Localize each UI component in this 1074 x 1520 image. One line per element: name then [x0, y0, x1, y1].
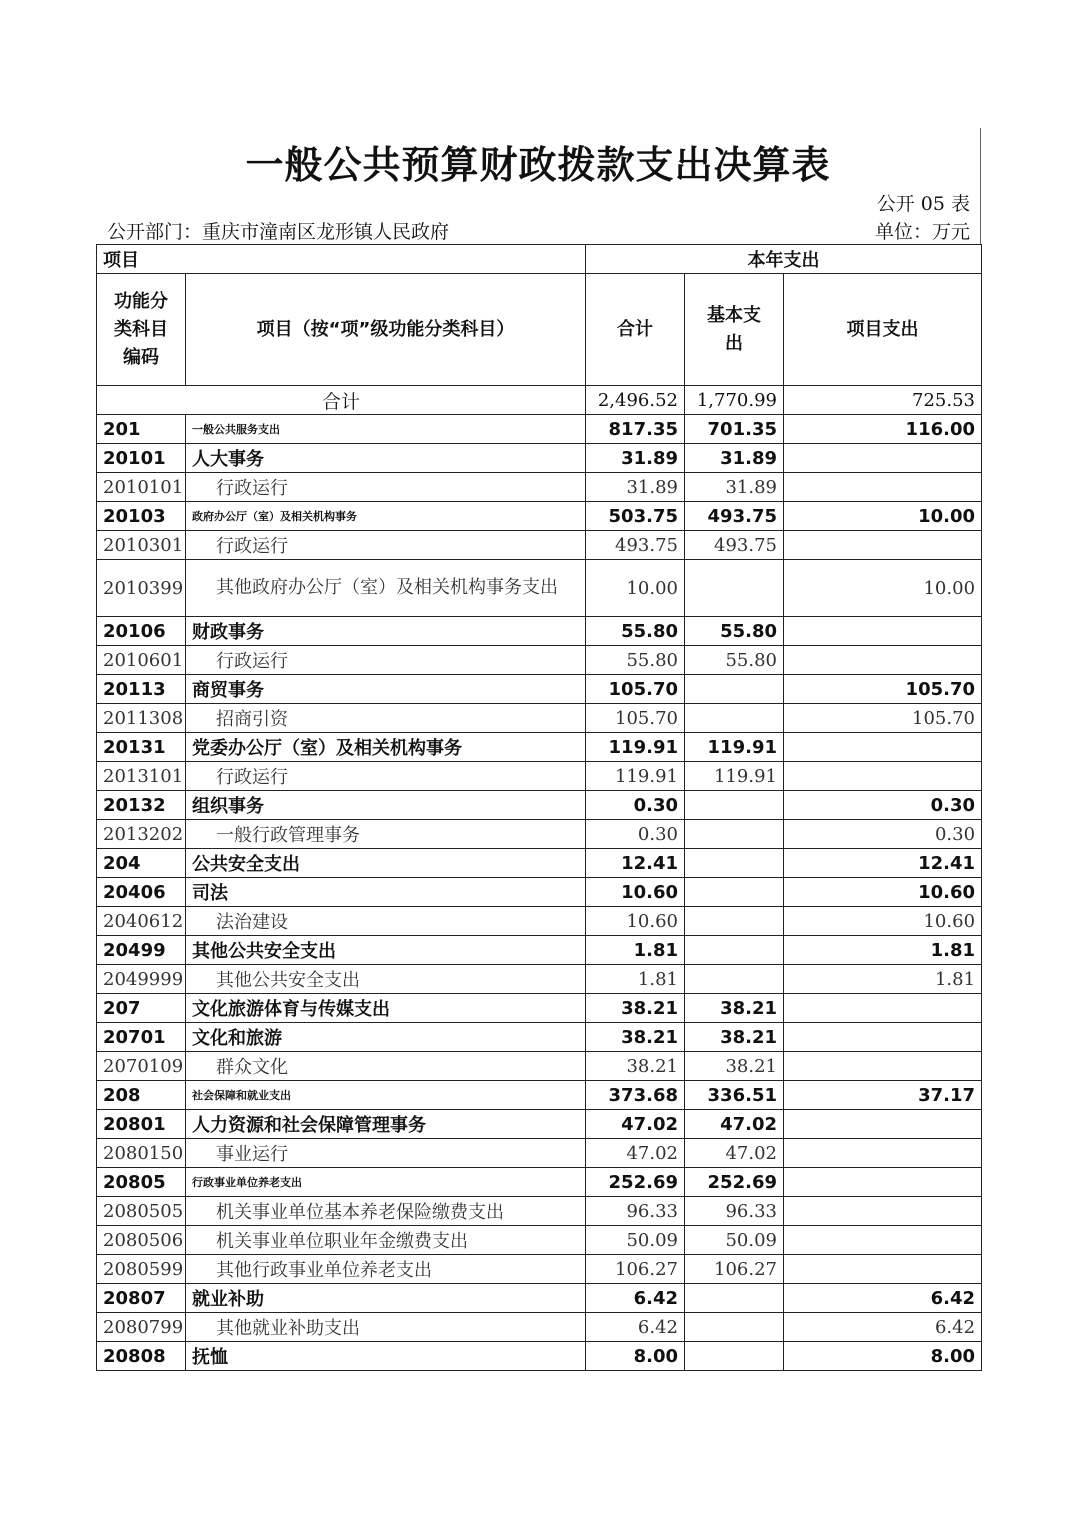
- row-basic: [685, 965, 784, 994]
- row-name: 党委办公厅（室）及相关机构事务: [186, 733, 586, 762]
- row-name: 一般行政管理事务: [186, 820, 586, 849]
- row-name: 抚恤: [186, 1342, 586, 1371]
- table-row: [97, 704, 982, 733]
- row-project: [784, 733, 982, 762]
- row-code: 20406: [97, 878, 186, 907]
- table-row: [97, 762, 982, 791]
- row-code: 204: [97, 849, 186, 878]
- row-project: 0.30: [784, 791, 982, 820]
- row-project: 1.81: [784, 936, 982, 965]
- table-row: [97, 1255, 982, 1284]
- header-total: 合计: [586, 274, 685, 386]
- row-code: 2013101: [97, 762, 186, 791]
- table-row: [97, 1313, 982, 1342]
- row-total: 10.60: [586, 878, 685, 907]
- row-project: 1.81: [784, 965, 982, 994]
- table-row: [97, 791, 982, 820]
- total-project: 725.53: [784, 386, 982, 415]
- budget-table: [96, 244, 982, 1371]
- row-code: 2080506: [97, 1226, 186, 1255]
- table-row: [97, 733, 982, 762]
- row-total: 106.27: [586, 1255, 685, 1284]
- row-total: 31.89: [586, 473, 685, 502]
- row-name: 商贸事务: [186, 675, 586, 704]
- row-total: 105.70: [586, 675, 685, 704]
- table-row: [97, 965, 982, 994]
- row-basic: 47.02: [685, 1139, 784, 1168]
- row-basic: 96.33: [685, 1197, 784, 1226]
- row-total: 105.70: [586, 704, 685, 733]
- row-basic: [685, 878, 784, 907]
- row-basic: [685, 849, 784, 878]
- table-row: [97, 907, 982, 936]
- table-row: [97, 617, 982, 646]
- row-code: 2049999: [97, 965, 186, 994]
- row-total: 55.80: [586, 646, 685, 675]
- row-name: 文化和旅游: [186, 1023, 586, 1052]
- table-row: [97, 1197, 982, 1226]
- header-current-year: 本年支出: [586, 245, 982, 274]
- table-row: [97, 1023, 982, 1052]
- row-code: 20113: [97, 675, 186, 704]
- row-name: 社会保障和就业支出: [186, 1081, 586, 1110]
- row-project: [784, 1139, 982, 1168]
- row-total: 96.33: [586, 1197, 685, 1226]
- row-name: 人大事务: [186, 444, 586, 473]
- row-total: 0.30: [586, 791, 685, 820]
- row-basic: 336.51: [685, 1081, 784, 1110]
- row-code: 2040612: [97, 907, 186, 936]
- table-row: [97, 646, 982, 675]
- row-basic: [685, 936, 784, 965]
- row-total: 1.81: [586, 965, 685, 994]
- header-code: 功能分类科目编码: [97, 274, 186, 386]
- row-code: 201: [97, 415, 186, 444]
- row-code: 2010399: [97, 560, 186, 617]
- row-code: 20805: [97, 1168, 186, 1197]
- row-name: 行政运行: [186, 473, 586, 502]
- row-total: 47.02: [586, 1139, 685, 1168]
- row-project: 10.60: [784, 878, 982, 907]
- row-basic: [685, 675, 784, 704]
- page-title: 一般公共预算财政拨款支出决算表: [245, 143, 831, 187]
- row-code: 2080799: [97, 1313, 186, 1342]
- row-code: 20499: [97, 936, 186, 965]
- row-code: 2010601: [97, 646, 186, 675]
- row-code: 208: [97, 1081, 186, 1110]
- row-code: 20801: [97, 1110, 186, 1139]
- row-name: 行政运行: [186, 762, 586, 791]
- header-project: 项目: [97, 245, 586, 274]
- row-basic: [685, 1313, 784, 1342]
- row-name: 组织事务: [186, 791, 586, 820]
- total-row: [97, 386, 982, 415]
- row-name: 一般公共服务支出: [186, 415, 586, 444]
- row-total: 31.89: [586, 444, 685, 473]
- row-name: 其他就业补助支出: [186, 1313, 586, 1342]
- row-project: [784, 473, 982, 502]
- row-name: 财政事务: [186, 617, 586, 646]
- row-basic: 31.89: [685, 473, 784, 502]
- table-row: [97, 1342, 982, 1371]
- row-code: 20132: [97, 791, 186, 820]
- table-row: [97, 1284, 982, 1313]
- row-project: 105.70: [784, 704, 982, 733]
- row-name: 其他公共安全支出: [186, 965, 586, 994]
- row-basic: 47.02: [685, 1110, 784, 1139]
- row-name: 行政运行: [186, 646, 586, 675]
- row-name: 行政运行: [186, 531, 586, 560]
- row-basic: 252.69: [685, 1168, 784, 1197]
- row-basic: [685, 560, 784, 617]
- row-total: 12.41: [586, 849, 685, 878]
- row-total: 38.21: [586, 1052, 685, 1081]
- row-project: 6.42: [784, 1313, 982, 1342]
- row-project: [784, 1168, 982, 1197]
- row-project: 8.00: [784, 1342, 982, 1371]
- row-total: 503.75: [586, 502, 685, 531]
- row-name: 政府办公厅（室）及相关机构事务: [186, 502, 586, 531]
- row-name: 其他公共安全支出: [186, 936, 586, 965]
- row-total: 38.21: [586, 1023, 685, 1052]
- row-code: 20808: [97, 1342, 186, 1371]
- row-project: [784, 1110, 982, 1139]
- row-total: 50.09: [586, 1226, 685, 1255]
- row-project: [784, 617, 982, 646]
- row-project: 116.00: [784, 415, 982, 444]
- row-code: 20103: [97, 502, 186, 531]
- department-label: 公开部门：重庆市潼南区龙形镇人民政府: [107, 221, 450, 243]
- row-name: 群众文化: [186, 1052, 586, 1081]
- row-total: 252.69: [586, 1168, 685, 1197]
- row-code: 2080505: [97, 1197, 186, 1226]
- row-project: 10.00: [784, 502, 982, 531]
- row-project: [784, 531, 982, 560]
- row-code: 2010301: [97, 531, 186, 560]
- right-border-line: [980, 128, 981, 244]
- row-basic: 50.09: [685, 1226, 784, 1255]
- row-basic: 119.91: [685, 762, 784, 791]
- row-basic: 493.75: [685, 531, 784, 560]
- row-project: 37.17: [784, 1081, 982, 1110]
- row-total: 817.35: [586, 415, 685, 444]
- table-row: [97, 531, 982, 560]
- header-basic: 基本支出: [685, 274, 784, 386]
- row-code: 20807: [97, 1284, 186, 1313]
- row-total: 10.60: [586, 907, 685, 936]
- row-name: 行政事业单位养老支出: [186, 1168, 586, 1197]
- row-name: 机关事业单位职业年金缴费支出: [186, 1226, 586, 1255]
- row-basic: [685, 820, 784, 849]
- table-row: [97, 1139, 982, 1168]
- row-total: 0.30: [586, 820, 685, 849]
- row-name: 公共安全支出: [186, 849, 586, 878]
- row-code: 2013202: [97, 820, 186, 849]
- row-code: 20131: [97, 733, 186, 762]
- row-total: 6.42: [586, 1284, 685, 1313]
- row-total: 1.81: [586, 936, 685, 965]
- header-row-2: [97, 274, 982, 386]
- row-basic: 31.89: [685, 444, 784, 473]
- row-total: 10.00: [586, 560, 685, 617]
- row-basic: 38.21: [685, 1023, 784, 1052]
- row-project: [784, 762, 982, 791]
- row-basic: [685, 791, 784, 820]
- row-code: 2010101: [97, 473, 186, 502]
- row-basic: 493.75: [685, 502, 784, 531]
- table-row: [97, 1226, 982, 1255]
- total-basic: 1,770.99: [685, 386, 784, 415]
- table-row: [97, 1052, 982, 1081]
- row-project: [784, 1023, 982, 1052]
- row-total: 119.91: [586, 762, 685, 791]
- row-project: [784, 1197, 982, 1226]
- row-basic: 55.80: [685, 617, 784, 646]
- header-row-1: [97, 245, 982, 274]
- row-project: [784, 1255, 982, 1284]
- row-project: [784, 444, 982, 473]
- row-basic: 106.27: [685, 1255, 784, 1284]
- table-row: [97, 820, 982, 849]
- row-name: 机关事业单位基本养老保险缴费支出: [186, 1197, 586, 1226]
- row-project: 10.00: [784, 560, 982, 617]
- table-row: [97, 444, 982, 473]
- row-basic: 701.35: [685, 415, 784, 444]
- row-code: 2080599: [97, 1255, 186, 1284]
- row-total: 6.42: [586, 1313, 685, 1342]
- row-basic: 38.21: [685, 1052, 784, 1081]
- unit-label: 单位：万元: [874, 221, 970, 243]
- row-project: [784, 646, 982, 675]
- row-code: 207: [97, 994, 186, 1023]
- row-name: 就业补助: [186, 1284, 586, 1313]
- header-name: 项目（按“项”级功能分类科目）: [186, 274, 586, 386]
- row-name: 招商引资: [186, 704, 586, 733]
- row-project: [784, 994, 982, 1023]
- row-total: 55.80: [586, 617, 685, 646]
- table-row: [97, 502, 982, 531]
- row-basic: 119.91: [685, 733, 784, 762]
- table-row: [97, 560, 982, 617]
- row-name: 其他行政事业单位养老支出: [186, 1255, 586, 1284]
- row-project: 12.41: [784, 849, 982, 878]
- row-name: 人力资源和社会保障管理事务: [186, 1110, 586, 1139]
- row-project: 10.60: [784, 907, 982, 936]
- row-total: 38.21: [586, 994, 685, 1023]
- table-row: [97, 1110, 982, 1139]
- row-name: 事业运行: [186, 1139, 586, 1168]
- row-basic: [685, 704, 784, 733]
- row-name: 文化旅游体育与传媒支出: [186, 994, 586, 1023]
- row-basic: 55.80: [685, 646, 784, 675]
- row-code: 2080150: [97, 1139, 186, 1168]
- row-code: 2011308: [97, 704, 186, 733]
- header-project-expense: 项目支出: [784, 274, 982, 386]
- table-row: [97, 473, 982, 502]
- table-row: [97, 1081, 982, 1110]
- row-code: 20106: [97, 617, 186, 646]
- row-code: 2070109: [97, 1052, 186, 1081]
- row-project: 6.42: [784, 1284, 982, 1313]
- row-name: 司法: [186, 878, 586, 907]
- table-row: [97, 675, 982, 704]
- row-project: [784, 1052, 982, 1081]
- row-basic: 38.21: [685, 994, 784, 1023]
- row-total: 119.91: [586, 733, 685, 762]
- row-project: [784, 1226, 982, 1255]
- row-total: 373.68: [586, 1081, 685, 1110]
- total-label: 合计: [97, 386, 586, 415]
- row-name: 其他政府办公厅（室）及相关机构事务支出: [186, 560, 586, 617]
- row-basic: [685, 907, 784, 936]
- table-row: [97, 994, 982, 1023]
- table-row: [97, 849, 982, 878]
- table-row: [97, 415, 982, 444]
- table-row: [97, 936, 982, 965]
- row-total: 493.75: [586, 531, 685, 560]
- table-row: [97, 878, 982, 907]
- table-row: [97, 1168, 982, 1197]
- total-total: 2,496.52: [586, 386, 685, 415]
- row-project: 0.30: [784, 820, 982, 849]
- row-total: 47.02: [586, 1110, 685, 1139]
- row-code: 20101: [97, 444, 186, 473]
- row-name: 法治建设: [186, 907, 586, 936]
- row-total: 8.00: [586, 1342, 685, 1371]
- row-code: 20701: [97, 1023, 186, 1052]
- row-basic: [685, 1342, 784, 1371]
- row-project: 105.70: [784, 675, 982, 704]
- document-number: 公开 05 表: [876, 193, 970, 215]
- row-basic: [685, 1284, 784, 1313]
